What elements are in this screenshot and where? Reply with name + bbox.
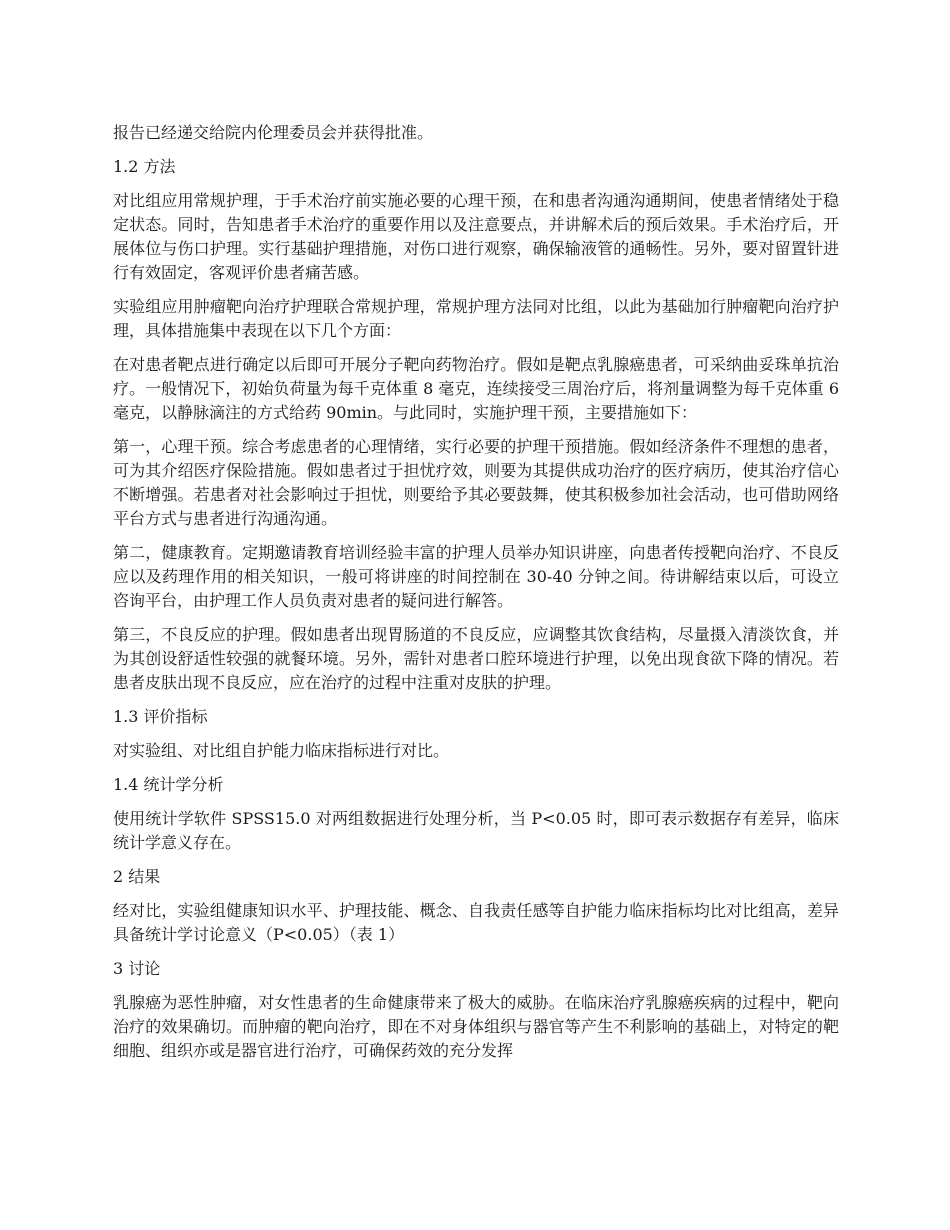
document-body <box>113 121 839 1073</box>
paragraph-evaluation-index: 对实验组、对比组自护能力临床指标进行对比。 <box>113 741 450 760</box>
paragraph-ethics-approval: 报告已经递交给院内伦理委员会并获得批准。 <box>113 123 434 142</box>
heading-discussion: 3 讨论 <box>113 959 161 978</box>
paragraph-control-group: 对比组应用常规护理，于手术治疗前实施必要的心理干预，在和患者沟通沟通期间，使患者情绪处于稳定状态。同时，告知患者手术治疗的重要作用以及注意要点，并讲解术后的预后效果。手术治疗后，开展体位与伤口护理。实行基础护理措施，对伤口进行观察，确保输液管的通畅性。另外，要对留置针进行有效固定，客观评价患者痛苦感。 <box>113 191 839 282</box>
paragraph-experimental-group: 实验组应用肿瘤靶向治疗护理联合常规护理，常规护理方法同对比组，以此为基础加行肿瘤靶向治疗护理，具体措施集中表现在以下几个方面： <box>113 297 839 340</box>
paragraph-results: 经对比，实验组健康知识水平、护理技能、概念、自我责任感等自护能力临床指标均比对比组高，差异具备统计学讨论意义（P<0.05）（表 1） <box>113 901 839 944</box>
heading-statistical-analysis: 1.4 统计学分析 <box>113 775 224 794</box>
paragraph-adverse-reaction-care: 第三，不良反应的护理。假如患者出现胃肠道的不良反应，应调整其饮食结构，尽量摄入清淡饮食，并为其创设舒适性较强的就餐环境。另外，需针对患者口腔环境进行护理，以免出现食欲下降的情况。若患者皮肤出现不良反应，应在治疗的过程中注重对皮肤的护理。 <box>113 625 839 692</box>
heading-results: 2 结果 <box>113 867 161 886</box>
paragraph-health-education: 第二，健康教育。定期邀请教育培训经验丰富的护理人员举办知识讲座，向患者传授靶向治疗、不良反应以及药理作用的相关知识，一般可将讲座的时间控制在 30-40 分钟之间。待讲解结束以后，可设立咨询平台，由护理工作人员负责对患者的疑问进行解答。 <box>113 543 839 610</box>
paragraph-targeted-therapy: 在对患者靶点进行确定以后即可开展分子靶向药物治疗。假如是靶点乳腺癌患者，可采纳曲妥珠单抗治疗。一般情况下，初始负荷量为每千克体重 8 毫克，连续接受三周治疗后，将剂量调整为每千克体重 6 毫克，以静脉滴注的方式给药 90min。与此同时，实施护理干预，主要措施如下： <box>113 355 839 422</box>
heading-evaluation-index: 1.3 评价指标 <box>113 707 208 726</box>
paragraph-discussion: 乳腺癌为恶性肿瘤，对女性患者的生命健康带来了极大的威胁。在临床治疗乳腺癌疾病的过程中，靶向治疗的效果确切。而肿瘤的靶向治疗，即在不对身体组织与器官等产生不利影响的基础上，对特定的靶细胞、组织亦或是器官进行治疗，可确保药效的充分发挥 <box>113 993 839 1060</box>
heading-methods: 1.2 方法 <box>113 157 176 176</box>
paragraph-psychological-intervention: 第一，心理干预。综合考虑患者的心理情绪，实行必要的护理干预措施。假如经济条件不理想的患者，可为其介绍医疗保险措施。假如患者过于担忧疗效，则要为其提供成功治疗的医疗病历，使其治疗信心不断增强。若患者对社会影响过于担忧，则要给予其必要鼓舞，使其积极参加社会活动，也可借助网络平台方式与患者进行沟通沟通。 <box>113 437 839 528</box>
paragraph-statistical-analysis: 使用统计学软件 SPSS15.0 对两组数据进行处理分析，当 P<0.05 时，即可表示数据存有差异，临床统计学意义存在。 <box>113 809 839 852</box>
